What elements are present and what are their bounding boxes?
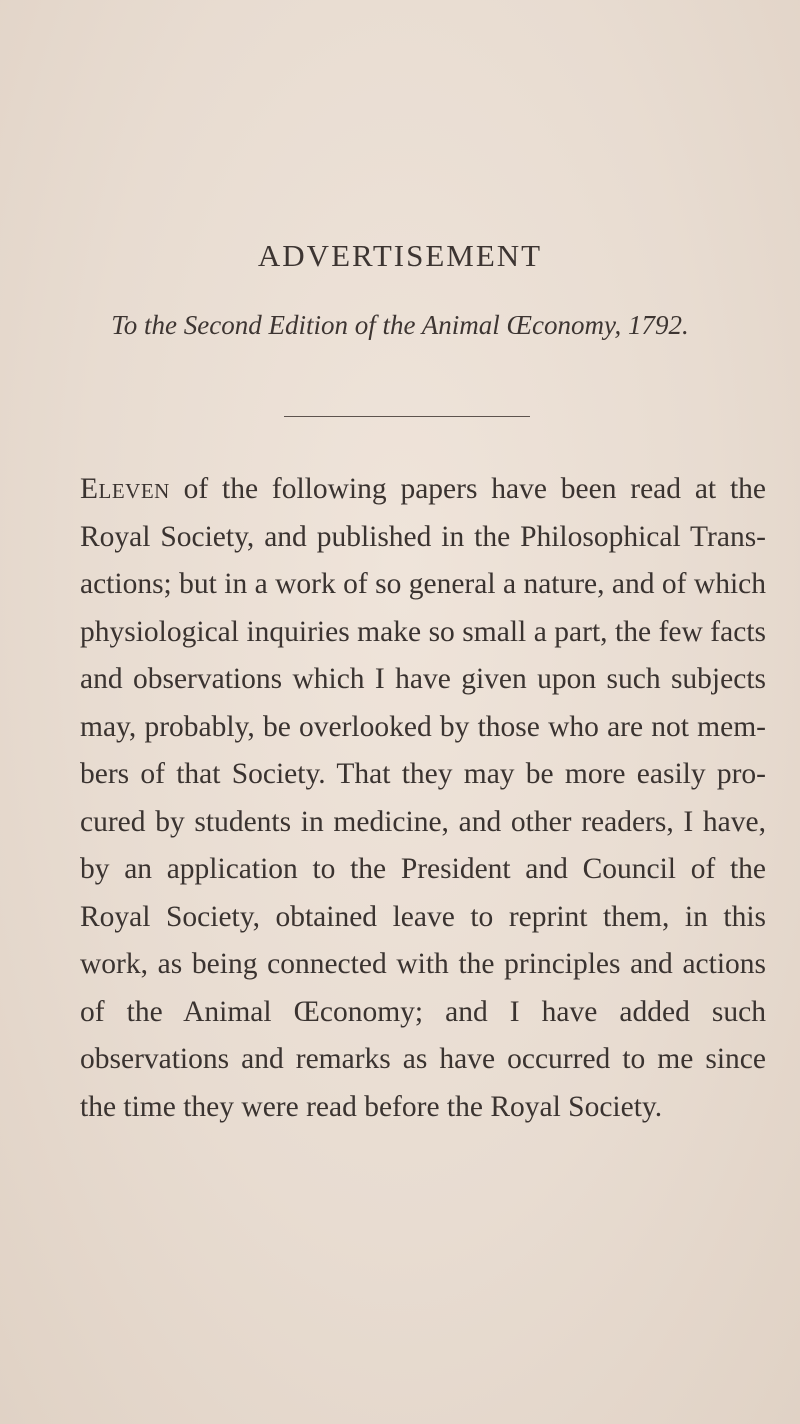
page-heading: ADVERTISEMENT bbox=[257, 238, 543, 273]
opening-word: Eleven bbox=[80, 473, 170, 505]
advertisement-paragraph bbox=[80, 466, 766, 1131]
divider-rule bbox=[284, 416, 530, 417]
paragraph-text: of the following papers have been read at the Royal Society, and published in the Philosophical Trans-actions; but in a work of so general a nature, and of which physiological inquiries make so small a part, the few facts and observations which I have given upon such subjects may, probably, be overlooked by those who are not mem-bers of that Society. That they may be more easily pro-cured by students in medicine, and other readers, I have, by an application to the President and Council of the Royal Society, obtained leave to reprint them, in this work, as being connected with the principles and actions of the Animal Œconomy; and I have added such observations and remarks as have occurred to me since the time they were read before the Royal Society. bbox=[80, 473, 766, 1123]
page-subtitle: To the Second Edition of the Animal Œconomy, 1792. bbox=[111, 310, 689, 340]
